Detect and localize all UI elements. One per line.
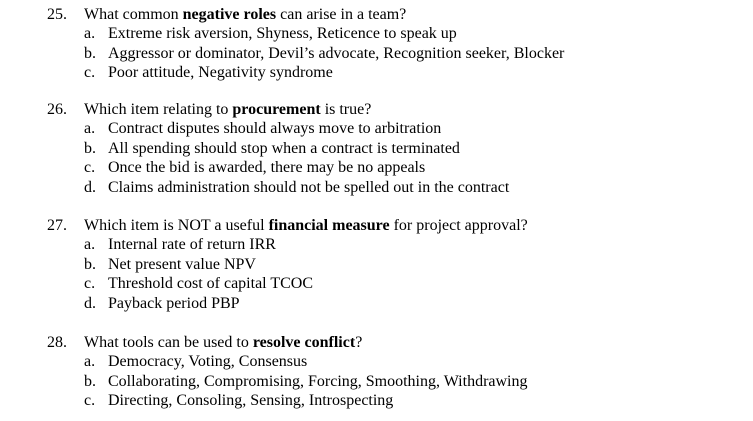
- option-letter: b.: [84, 255, 96, 273]
- option-c: [0, 391, 753, 411]
- question-keyword: financial measure: [268, 217, 390, 234]
- option-text: Net present value NPV: [108, 255, 256, 273]
- option-letter: c.: [84, 64, 96, 81]
- option-a: [0, 235, 753, 255]
- option-d: [0, 294, 753, 314]
- option-letter: c.: [84, 159, 96, 176]
- option-letter: d.: [84, 294, 96, 312]
- option-text: Threshold cost of capital TCOC: [108, 275, 313, 292]
- option-letter: a.: [84, 25, 96, 42]
- option-b: [0, 255, 753, 275]
- option-letter: a.: [84, 353, 96, 370]
- option-c: [0, 158, 753, 178]
- question-number: 28.: [47, 334, 67, 351]
- question-27: [0, 216, 753, 313]
- option-letter: b.: [84, 372, 96, 390]
- option-a: [0, 119, 753, 139]
- option-letter: b.: [84, 139, 96, 157]
- option-letter: b.: [84, 44, 96, 62]
- option-a: [0, 352, 753, 372]
- option-letter: d.: [84, 178, 96, 196]
- question-keyword: resolve conflict: [252, 334, 356, 351]
- question-stem: [0, 100, 753, 119]
- option-b: [0, 44, 753, 64]
- question-text: Which item relating to procurement is true?: [84, 101, 372, 118]
- option-text: Once the bid is awarded, there may be no appeals: [108, 159, 426, 176]
- option-text: All spending should stop when a contract is terminated: [108, 139, 460, 157]
- question-28: [0, 333, 753, 411]
- option-letter: c.: [84, 392, 96, 409]
- question-text: Which item is NOT a useful financial measure for project approval?: [84, 217, 528, 234]
- option-text: Directing, Consoling, Sensing, Introspecting: [108, 392, 394, 409]
- option-text: Payback period PBP: [108, 294, 240, 312]
- option-letter: a.: [84, 120, 96, 137]
- question-text: What tools can be used to resolve conflict?: [84, 334, 363, 351]
- option-c: [0, 63, 753, 83]
- option-text: Poor attitude, Negativity syndrome: [108, 64, 333, 81]
- question-number: 27.: [47, 217, 67, 234]
- option-text: Contract disputes should always move to arbitration: [108, 120, 442, 137]
- option-text: Claims administration should not be spelled out in the contract: [108, 178, 510, 196]
- option-c: [0, 274, 753, 294]
- question-keyword: negative roles: [182, 6, 277, 23]
- option-text: Democracy, Voting, Consensus: [108, 353, 308, 370]
- question-text: What common negative roles can arise in a team?: [84, 6, 407, 23]
- option-text: Extreme risk aversion, Shyness, Reticence to speak up: [108, 25, 457, 42]
- question-26: [0, 100, 753, 197]
- option-text: Aggressor or dominator, Devil’s advocate, Recognition seeker, Blocker: [108, 44, 565, 62]
- question-25: [0, 5, 753, 83]
- option-letter: c.: [84, 275, 96, 292]
- question-stem: [0, 333, 753, 352]
- question-stem: [0, 5, 753, 24]
- option-d: [0, 178, 753, 198]
- question-stem: [0, 216, 753, 235]
- question-keyword: procurement: [232, 101, 321, 118]
- option-text: Internal rate of return IRR: [108, 236, 276, 253]
- question-number: 26.: [47, 101, 67, 118]
- option-a: [0, 24, 753, 44]
- option-text: Collaborating, Compromising, Forcing, Smoothing, Withdrawing: [108, 372, 528, 390]
- option-b: [0, 372, 753, 392]
- option-b: [0, 139, 753, 159]
- question-number: 25.: [47, 6, 67, 23]
- option-letter: a.: [84, 236, 96, 253]
